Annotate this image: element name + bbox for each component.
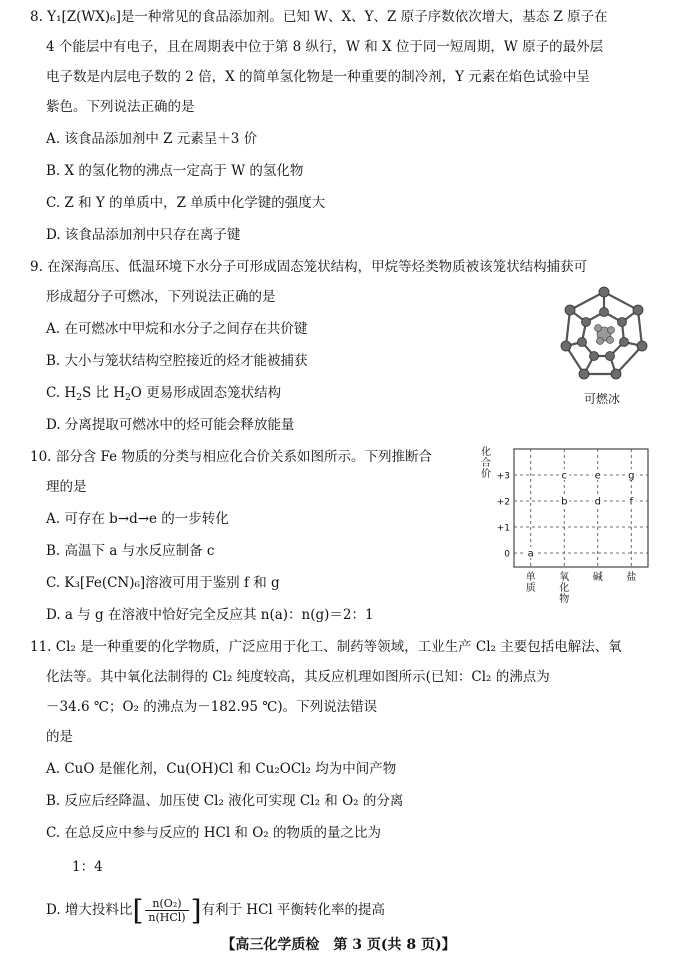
q10-stem-line2: 理的是 bbox=[46, 479, 87, 495]
point-label-b: b bbox=[561, 496, 568, 508]
q8-stem-line4: 紫色。下列说法正确的是 bbox=[46, 99, 195, 115]
x-category-label: 化 bbox=[559, 583, 570, 594]
point-label-g: g bbox=[628, 470, 635, 482]
q8-stem-line1: 8. Y₁[Z(WX)₆]是一种常见的食品添加剂。已知 W、X、Y、Z 原子序数依次增大，基态 Z 原子在 bbox=[30, 9, 608, 25]
x-category-label: 单 bbox=[525, 572, 536, 583]
q11-option-d: D. 增大投料比[ $\frac{\text{n(O₂)}}{\text{n(HCl)}}$ ]有利于 HCl 平衡转化率的提高 bbox=[46, 893, 386, 927]
q11-option-c-ratio: 1：4 bbox=[72, 859, 103, 875]
x-category-label: 盐 bbox=[626, 572, 637, 583]
point-label-f: f bbox=[629, 496, 634, 508]
q9-option-a: A. 在可燃冰中甲烷和水分子之间存在共价键 bbox=[46, 321, 308, 337]
y-axis-label: 合 bbox=[481, 458, 491, 469]
y-tick-label: +1 bbox=[496, 523, 510, 534]
x-category-label: 质 bbox=[525, 583, 536, 594]
y-tick-label: +3 bbox=[496, 471, 510, 482]
iron-valence-chart bbox=[476, 443, 656, 615]
q9-option-b: B. 大小与笼状结构空腔接近的烃才能被捕获 bbox=[46, 353, 308, 369]
combustible-ice-cage-image bbox=[556, 286, 652, 384]
q11-stem-line1: 11. Cl₂ 是一种重要的化学物质，广泛应用于化工、制药等领域，工业生产 Cl₂ 主要包括电解法、氧 bbox=[30, 639, 622, 655]
q11-option-a: A. CuO 是催化剂，Cu(OH)Cl 和 Cu₂OCl₂ 均为中间产物 bbox=[46, 761, 397, 777]
q8-option-d: D. 该食品添加剂中只存在离子键 bbox=[46, 227, 241, 243]
x-category-label: 碱 bbox=[592, 572, 603, 583]
q9-stem-line2: 形成超分子可燃冰，下列说法正确的是 bbox=[46, 289, 276, 305]
q10-option-d: D. a 与 g 在溶液中恰好完全反应其 n(a)：n(g)＝2：1 bbox=[46, 607, 374, 623]
y-axis-label: 化 bbox=[481, 447, 491, 458]
x-category-label: 氧 bbox=[559, 572, 570, 583]
q8-option-b: B. X 的氢化物的沸点一定高于 W 的氢化物 bbox=[46, 163, 304, 179]
combustible-ice-caption: 可燃冰 bbox=[584, 392, 621, 406]
q8-stem-line2: 4 个能层中有电子，且在周期表中位于第 8 纵行，W 和 X 位于同一短周期，W 原子的最外层 bbox=[46, 39, 604, 55]
q8-stem-line3: 电子数是内层电子数的 2 倍，X 的简单氢化物是一种重要的制冷剂，Y 元素在焰色试验中呈 bbox=[46, 69, 590, 85]
page-footer: 【高三化学质检 第 3 页(共 8 页)】 bbox=[221, 937, 456, 953]
x-category-label: 物 bbox=[559, 594, 570, 605]
q11-stem-line3: －34.6 ℃；O₂ 的沸点为－182.95 ℃)。下列说法错误 bbox=[46, 699, 378, 715]
q10-option-c: C. K₃[Fe(CN)₆]溶液可用于鉴别 f 和 g bbox=[46, 575, 280, 591]
q8-option-a: A. 该食品添加剂中 Z 元素呈＋3 价 bbox=[46, 131, 258, 147]
q9-stem-line1: 9. 在深海高压、低温环境下水分子可形成固态笼状结构，甲烷等烃类物质被该笼状结构捕获可 bbox=[30, 259, 588, 275]
feed-ratio-fraction: $\frac{\text{n(O₂)}}{\text{n(HCl)}}$ bbox=[145, 897, 188, 924]
q10-stem-line1: 10. 部分含 Fe 物质的分类与相应化合价关系如图所示。下列推断合 bbox=[30, 449, 432, 465]
y-tick-label: 0 bbox=[504, 549, 510, 560]
q11-option-b: B. 反应后经降温、加压使 Cl₂ 液化可实现 Cl₂ 和 O₂ 的分离 bbox=[46, 793, 404, 809]
q11-option-c: C. 在总反应中参与反应的 HCl 和 O₂ 的物质的量之比为 bbox=[46, 825, 381, 841]
q10-option-a: A. 可存在 b→d→e 的一步转化 bbox=[46, 511, 229, 527]
y-tick-label: +2 bbox=[496, 497, 510, 508]
q9-option-c: C. $H_2S$ 比 $H_2O$ 更易形成固态笼状结构 bbox=[46, 385, 282, 403]
point-label-a: a bbox=[527, 548, 534, 560]
q9-option-d: D. 分离提取可燃冰中的烃可能会释放能量 bbox=[46, 417, 295, 433]
q11-stem-line4: 的是 bbox=[46, 729, 73, 745]
point-label-c: c bbox=[561, 470, 567, 482]
q11-stem-line2: 化法等。其中氧化法制得的 Cl₂ 纯度较高，其反应机理如图所示(已知：Cl₂ 的沸点为 bbox=[46, 669, 550, 685]
y-axis-label: 价 bbox=[481, 469, 491, 480]
point-label-e: e bbox=[594, 470, 601, 482]
point-label-d: d bbox=[594, 496, 601, 508]
q10-option-b: B. 高温下 a 与水反应制备 c bbox=[46, 543, 215, 559]
q8-option-c: C. Z 和 Y 的单质中，Z 单质中化学键的强度大 bbox=[46, 195, 326, 211]
